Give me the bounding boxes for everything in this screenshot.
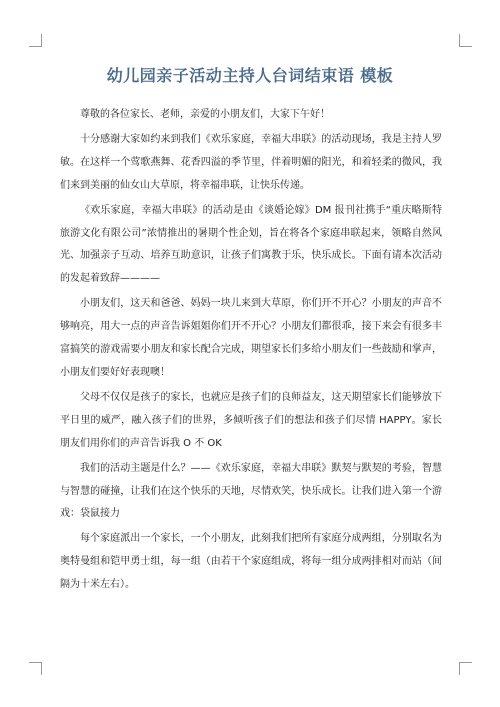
document-body (60, 104, 442, 599)
crop-mark-bottom-left (29, 662, 42, 675)
document-title: 幼儿园亲子活动主持人台词结束语 模板 (106, 66, 394, 85)
paragraph-game-rules: 每个家庭派出一个家长，一个小朋友，此刻我们把所有家庭分成两组，分别取名为奥特曼组和铠甲勇士组，每一组（由若干个家庭组成，将每一组分成两排相对而站（间隔为十米左右）。 (60, 533, 442, 591)
crop-mark-bottom-right (459, 662, 472, 675)
paragraph-parents-address: 父母不仅仅是孩子的家长，也就应是孩子们的良师益友，这天期望家长们能够放下平日里的威严，融入孩子们的世界，多倾听孩子们的想法和孩子们尽情 HAPPY。家长朋友们用你们的声音告诉我 O 不 OK (60, 391, 442, 449)
crop-mark-top-left (29, 34, 42, 47)
crop-mark-top-right (459, 34, 472, 47)
paragraph-intro: 十分感谢大家如约来到我们《欢乐家庭，幸福大串联》的活动现场，我是主持人罗敏。在这样一个莺歌燕舞、花香四溢的季节里，伴着明媚的阳光，和着轻柔的微风，我们来到美丽的仙女山大草原，将幸福串联，让快乐传递。 (60, 133, 442, 191)
paragraph-theme: 我们的活动主题是什么？——《欢乐家庭，幸福大串联》默契与默契的考验，智慧与智慧的碰撞，让我们在这个快乐的天地，尽情欢笑，快乐成长。让我们进入第一个游戏：袋鼠接力 (60, 462, 442, 520)
paragraph-children-address: 小朋友们，这天和爸爸、妈妈一块儿来到大草原，你们开不开心？小朋友的声音不够响亮，用大一点的声音告诉姐姐你们开不开心？小朋友们都很乖，接下来会有很多丰富搞笑的游戏需要小朋友和家长配合完成，期望家长们多给小朋友们一些鼓励和掌声，小朋友们要好好表现噢！ (60, 298, 442, 378)
paragraph-event-description: 《欢乐家庭，幸福大串联》的活动是由《谈婚论嫁》DM 报刊社携手“重庆略斯特旅游文化有限公司”浓情推出的暑期个性企划，旨在将各个家庭串联起来，领略自然风光、加强亲子互动、培养互助意识，让孩子们寓教于乐，快乐成长。下面有请本次活动的发起着致辞———— (60, 204, 442, 285)
paragraph-greeting: 尊敬的各位家长、老师，亲爱的小朋友们，大家下午好！ (80, 109, 330, 120)
